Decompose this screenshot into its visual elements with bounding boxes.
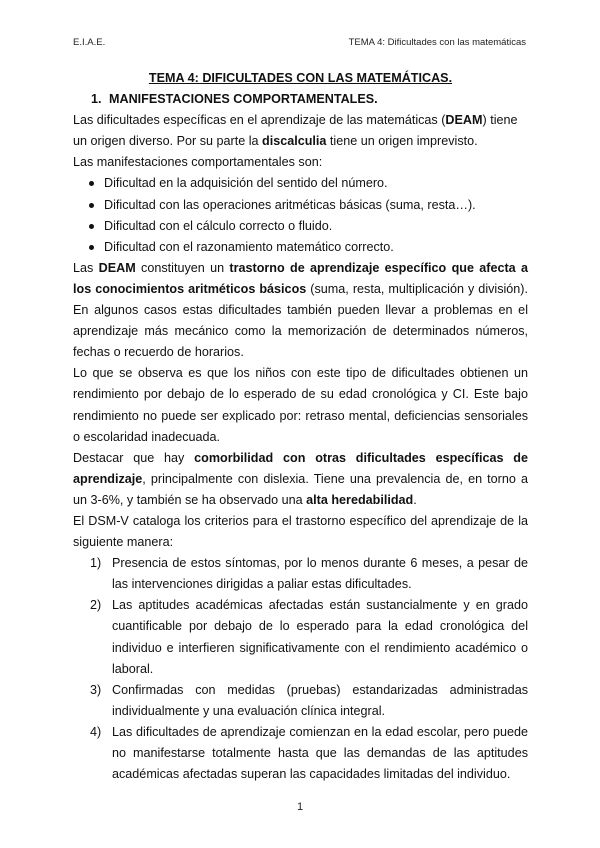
- term-discalculia: discalculia: [262, 134, 327, 149]
- bullet-icon: [89, 245, 94, 250]
- list-item: 1) Presencia de estos síntomas, por lo menos durante 6 meses, a pesar de las intervenciones dirigidas a paliar estas dificultades.: [90, 556, 528, 592]
- list-item: Dificultad con las operaciones aritméticas básicas (suma, resta…).: [89, 195, 528, 216]
- list-item: 4) Las dificultades de aprendizaje comienzan en la edad escolar, pero puede no manifestarse totalmente hasta que las demandas de las aptitudes académicas afectadas superan las capacidades limitadas del individuo.: [90, 724, 528, 782]
- paragraph-deam-definition: Las DEAM constituyen un trastorno de aprendizaje específico que afecta a los conocimientos aritméticos básicos (suma, resta, multiplicación y división). En algunos casos estas dificultades también pueden llevar a problemas en el aprendizaje más mecánico como la memorización de determinados números, fechas o recuerdo de horarios.: [73, 260, 529, 360]
- header-right: TEMA 4: Dificultades con las matemáticas: [348, 37, 526, 48]
- paragraph-comorbidity: Destacar que hay comorbilidad con otras dificultades específicas de aprendizaje, principalmente con dislexia. Tiene una prevalencia de, en torno a un 3-6%, y también se ha observado una alta heredabilidad.: [73, 450, 528, 507]
- section-number: 1.: [91, 92, 102, 107]
- section-heading: [91, 89, 528, 110]
- list-item: Dificultad con el cálculo correcto o fluido.: [89, 216, 528, 237]
- document-title: TEMA 4: DIFICULTADES CON LAS MATEMÁTICAS.: [148, 71, 453, 85]
- page-content: [73, 68, 528, 785]
- list-item: 3) Confirmadas con medidas (pruebas) estandarizadas administradas individualmente y una evaluación clínica integral.: [90, 682, 528, 718]
- header-left: E.I.A.E.: [73, 37, 106, 48]
- list-item: 2) Las aptitudes académicas afectadas están sustancialmente y en grado cuantificable por debajo de lo esperado para la edad cronológica del individuo e interfieren significativamente con el rendimiento académico o laboral.: [90, 598, 528, 676]
- criteria-list: [73, 553, 528, 785]
- bullet-icon: [89, 181, 94, 186]
- bullet-icon: [89, 203, 94, 208]
- paragraph-intro: Las dificultades específicas en el aprendizaje de las matemáticas (DEAM) tiene un origen diverso. Por su parte la discalculia tiene un origen imprevisto.: [73, 113, 518, 149]
- page-number: 1: [296, 801, 304, 813]
- term-deam: DEAM: [445, 113, 483, 128]
- bullet-icon: [89, 224, 94, 229]
- list-item: Dificultad con el razonamiento matemático correcto.: [89, 237, 528, 258]
- paragraph-dsm: El DSM-V cataloga los criterios para el trastorno específico del aprendizaje de la siguiente manera:: [73, 513, 528, 550]
- manifestations-list: [73, 173, 528, 257]
- list-item: Dificultad en la adquisición del sentido del número.: [89, 173, 528, 194]
- paragraph-performance: Lo que se observa es que los niños con este tipo de dificultades obtienen un rendimiento por debajo de lo esperado de su edad cronológica y CI. Este bajo rendimiento no puede ser explicado por: retraso mental, deficiencias sensoriales o escolaridad inadecuada.: [73, 366, 528, 444]
- paragraph-manifestations: Las manifestaciones comportamentales son:: [73, 155, 323, 170]
- section-title: MANIFESTACIONES COMPORTAMENTALES.: [109, 92, 378, 107]
